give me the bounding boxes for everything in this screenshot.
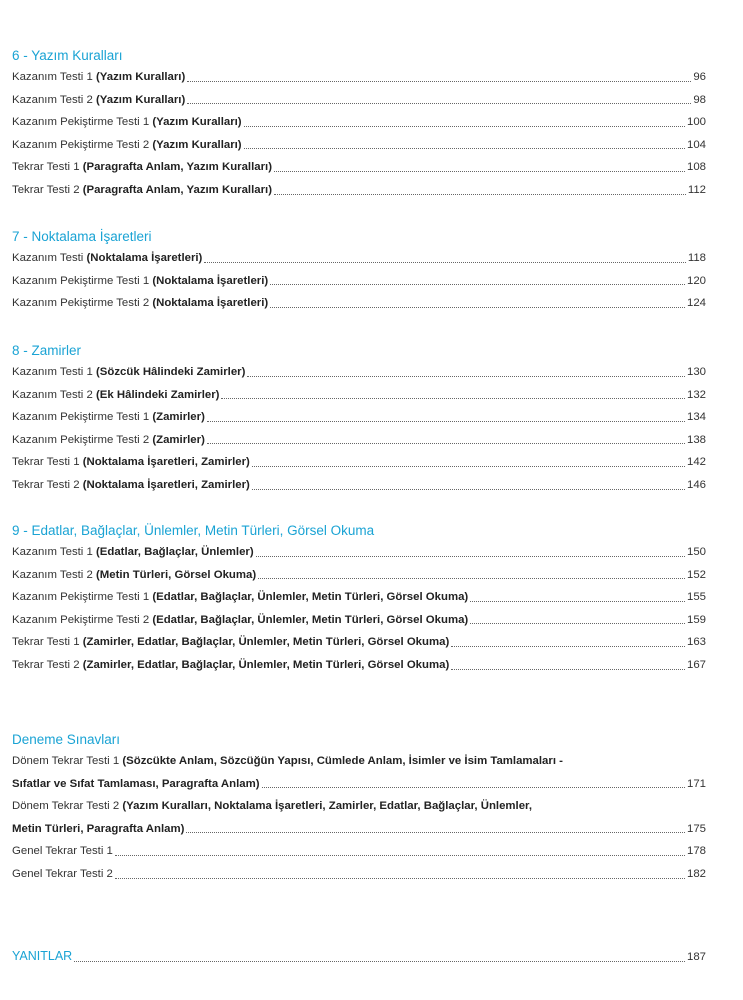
entry-page: 112 xyxy=(687,183,706,196)
section-noktalama-isaretleri xyxy=(12,228,706,315)
entry-page: 178 xyxy=(686,845,706,858)
entry-page: 142 xyxy=(686,456,706,469)
leader-dots xyxy=(186,831,685,833)
entry-topic: (Yazım Kuralları, Noktalama İşaretleri, Zamirler, Edatlar, Bağlaçlar, Ünlemler, xyxy=(122,800,532,813)
leader-dots xyxy=(207,442,685,444)
entry-topic: (Zamirler) xyxy=(152,411,205,424)
entry-label: Kazanım Testi 1 xyxy=(12,366,96,378)
entry-label: Kazanım Testi xyxy=(12,252,87,264)
entry-page: 118 xyxy=(687,252,706,264)
entry-page: 120 xyxy=(686,274,706,287)
entry-topic: (Edatlar, Bağlaçlar, Ünlemler, Metin Türleri, Görsel Okuma) xyxy=(152,591,469,604)
leader-dots xyxy=(274,193,686,195)
leader-dots xyxy=(244,125,685,127)
toc-entry[interactable] xyxy=(12,541,706,564)
entry-label: Kazanım Testi 2 xyxy=(12,388,96,401)
leader-dots xyxy=(451,645,685,647)
entry-page: 104 xyxy=(686,138,706,151)
entry-label: Genel Tekrar Testi 2 xyxy=(12,867,113,880)
section-title: 6 - Yazım Kuralları xyxy=(12,48,123,63)
entry-label: Dönem Tekrar Testi 2 xyxy=(12,800,123,813)
entry-topic: (Zamirler, Edatlar, Bağlaçlar, Ünlemler, Metin Türleri, Görsel Okuma) xyxy=(82,636,450,649)
entry-topic: (Yazım Kuralları) xyxy=(96,93,186,106)
entry-page: 100 xyxy=(686,116,706,129)
toc-entry[interactable] xyxy=(12,384,706,407)
entry-topic: (Noktalama İşaretleri, Zamirler) xyxy=(82,456,250,469)
entry-page: 150 xyxy=(686,546,706,558)
entry-page: 138 xyxy=(686,433,706,446)
entry-page: 132 xyxy=(686,388,706,401)
entry-topic: (Yazım Kuralları) xyxy=(152,138,242,151)
entry-label: Kazanım Pekiştirme Testi 1 xyxy=(12,591,153,604)
leader-dots xyxy=(221,397,685,399)
entry-label: Kazanım Testi 2 xyxy=(12,568,96,581)
entry-page: 146 xyxy=(686,478,706,491)
entry-topic: (Paragrafta Anlam, Yazım Kuralları) xyxy=(82,183,272,196)
entry-page: 159 xyxy=(686,613,706,626)
toc-entry[interactable] xyxy=(12,292,706,315)
leader-dots xyxy=(256,555,685,557)
section-deneme-sinavlari xyxy=(12,731,706,886)
section-yazim-kurallari xyxy=(12,47,706,202)
leader-dots xyxy=(274,170,685,172)
entry-page: 152 xyxy=(686,568,706,581)
yanitlar-label: YANITLAR xyxy=(12,949,73,963)
entry-page: 171 xyxy=(686,777,706,790)
leader-dots xyxy=(470,622,685,624)
entry-topic: (Yazım Kuralları) xyxy=(96,71,186,83)
toc-entry[interactable] xyxy=(12,654,706,677)
entry-label: Genel Tekrar Testi 1 xyxy=(12,845,113,858)
toc-entry[interactable] xyxy=(12,609,706,632)
entry-page: 98 xyxy=(693,93,706,106)
section-title: 8 - Zamirler xyxy=(12,343,82,358)
entry-topic: Metin Türleri, Paragrafta Anlam) xyxy=(12,822,185,835)
entry-topic: (Noktalama İşaretleri, Zamirler) xyxy=(82,478,250,491)
entry-topic: (Zamirler, Edatlar, Bağlaçlar, Ünlemler, Metin Türleri, Görsel Okuma) xyxy=(82,658,450,671)
leader-dots xyxy=(252,488,685,490)
entry-label: Dönem Tekrar Testi 1 xyxy=(12,755,123,767)
toc-entry[interactable] xyxy=(12,773,706,796)
entry-topic: (Zamirler) xyxy=(152,433,205,446)
section-edatlar xyxy=(12,522,706,677)
toc-entry[interactable] xyxy=(12,429,706,452)
entry-page: 175 xyxy=(686,822,706,835)
entry-label: Kazanım Pekiştirme Testi 2 xyxy=(12,613,153,626)
toc-entry[interactable] xyxy=(12,111,706,134)
leader-dots xyxy=(204,261,685,263)
toc-entry[interactable] xyxy=(12,89,706,112)
entry-label: Kazanım Testi 1 xyxy=(12,546,96,558)
entry-page: 155 xyxy=(686,591,706,604)
toc-entry[interactable] xyxy=(12,586,706,609)
entry-topic: (Paragrafta Anlam, Yazım Kuralları) xyxy=(82,161,272,174)
entry-page: 187 xyxy=(686,951,706,963)
section-title: Deneme Sınavları xyxy=(12,732,121,747)
entry-label: Tekrar Testi 2 xyxy=(12,478,83,491)
entry-label: Kazanım Pekiştirme Testi 1 xyxy=(12,116,153,129)
entry-label: Kazanım Testi 2 xyxy=(12,93,96,106)
leader-dots xyxy=(270,283,685,285)
toc-entry[interactable] xyxy=(12,247,706,270)
entry-page: 182 xyxy=(686,867,706,880)
leader-dots xyxy=(258,577,685,579)
leader-dots xyxy=(74,960,685,962)
entry-label: Kazanım Pekiştirme Testi 2 xyxy=(12,297,153,310)
toc-entry[interactable] xyxy=(12,66,706,89)
section-title: 7 - Noktalama İşaretleri xyxy=(12,229,152,244)
entry-label: Tekrar Testi 1 xyxy=(12,636,83,649)
entry-topic: (Ek Hâlindeki Zamirler) xyxy=(96,388,220,401)
toc-entry-line1[interactable] xyxy=(12,750,706,773)
entry-page: 108 xyxy=(686,161,706,174)
leader-dots xyxy=(470,600,685,602)
leader-dots xyxy=(244,147,685,149)
leader-dots xyxy=(247,375,685,377)
toc-entry[interactable] xyxy=(12,631,706,654)
toc-entry[interactable] xyxy=(12,818,706,841)
toc-entry[interactable] xyxy=(12,406,706,429)
entry-page: 130 xyxy=(686,366,706,378)
entry-label: Kazanım Pekiştirme Testi 1 xyxy=(12,274,153,287)
entry-topic: (Metin Türleri, Görsel Okuma) xyxy=(96,568,257,581)
toc-entry[interactable] xyxy=(12,863,706,886)
entry-page: 124 xyxy=(686,297,706,310)
entry-topic: (Edatlar, Bağlaçlar, Ünlemler, Metin Türleri, Görsel Okuma) xyxy=(152,613,469,626)
toc-entry[interactable] xyxy=(12,179,706,202)
entry-page: 163 xyxy=(686,636,706,649)
toc-entry[interactable] xyxy=(12,840,706,863)
entry-label: Kazanım Pekiştirme Testi 2 xyxy=(12,433,153,446)
toc-entry[interactable] xyxy=(12,474,706,497)
toc-entry[interactable] xyxy=(12,270,706,293)
entry-label: Tekrar Testi 1 xyxy=(12,161,83,174)
toc-entry[interactable] xyxy=(12,156,706,179)
entry-topic: (Sözcükte Anlam, Sözcüğün Yapısı, Cümlede Anlam, İsimler ve İsim Tamlamaları - xyxy=(122,755,563,767)
entry-label: Kazanım Pekiştirme Testi 2 xyxy=(12,138,153,151)
entry-topic: Sıfatlar ve Sıfat Tamlaması, Paragrafta Anlam) xyxy=(12,777,260,790)
toc-entry[interactable] xyxy=(12,134,706,157)
toc-entry-yanitlar[interactable] xyxy=(12,947,706,966)
leader-dots xyxy=(187,102,691,104)
leader-dots xyxy=(187,80,691,82)
toc-entry[interactable] xyxy=(12,361,706,384)
section-title: 9 - Edatlar, Bağlaçlar, Ünlemler, Metin Türleri, Görsel Okuma xyxy=(12,523,375,538)
leader-dots xyxy=(207,420,685,422)
leader-dots xyxy=(270,306,685,308)
entry-topic: (Noktalama İşaretleri) xyxy=(86,252,203,264)
entry-topic: (Noktalama İşaretleri) xyxy=(152,274,269,287)
toc-entry[interactable] xyxy=(12,451,706,474)
entry-label: Kazanım Pekiştirme Testi 1 xyxy=(12,411,153,424)
entry-label: Tekrar Testi 1 xyxy=(12,456,83,469)
entry-label: Kazanım Testi 1 xyxy=(12,71,96,83)
entry-label: Tekrar Testi 2 xyxy=(12,183,83,196)
toc-entry[interactable] xyxy=(12,564,706,587)
toc-entry-line1[interactable] xyxy=(12,795,706,818)
leader-dots xyxy=(262,786,685,788)
entry-topic: (Sözcük Hâlindeki Zamirler) xyxy=(96,366,246,378)
entry-page: 134 xyxy=(686,411,706,424)
entry-topic: (Yazım Kuralları) xyxy=(152,116,242,129)
leader-dots xyxy=(115,854,685,856)
leader-dots xyxy=(252,465,685,467)
entry-topic: (Noktalama İşaretleri) xyxy=(152,297,269,310)
entry-topic: (Edatlar, Bağlaçlar, Ünlemler) xyxy=(96,546,254,558)
entry-page: 167 xyxy=(686,658,706,671)
leader-dots xyxy=(115,877,685,879)
entry-label: Tekrar Testi 2 xyxy=(12,658,83,671)
entry-page: 96 xyxy=(693,71,706,83)
section-zamirler xyxy=(12,342,706,497)
leader-dots xyxy=(451,668,685,670)
